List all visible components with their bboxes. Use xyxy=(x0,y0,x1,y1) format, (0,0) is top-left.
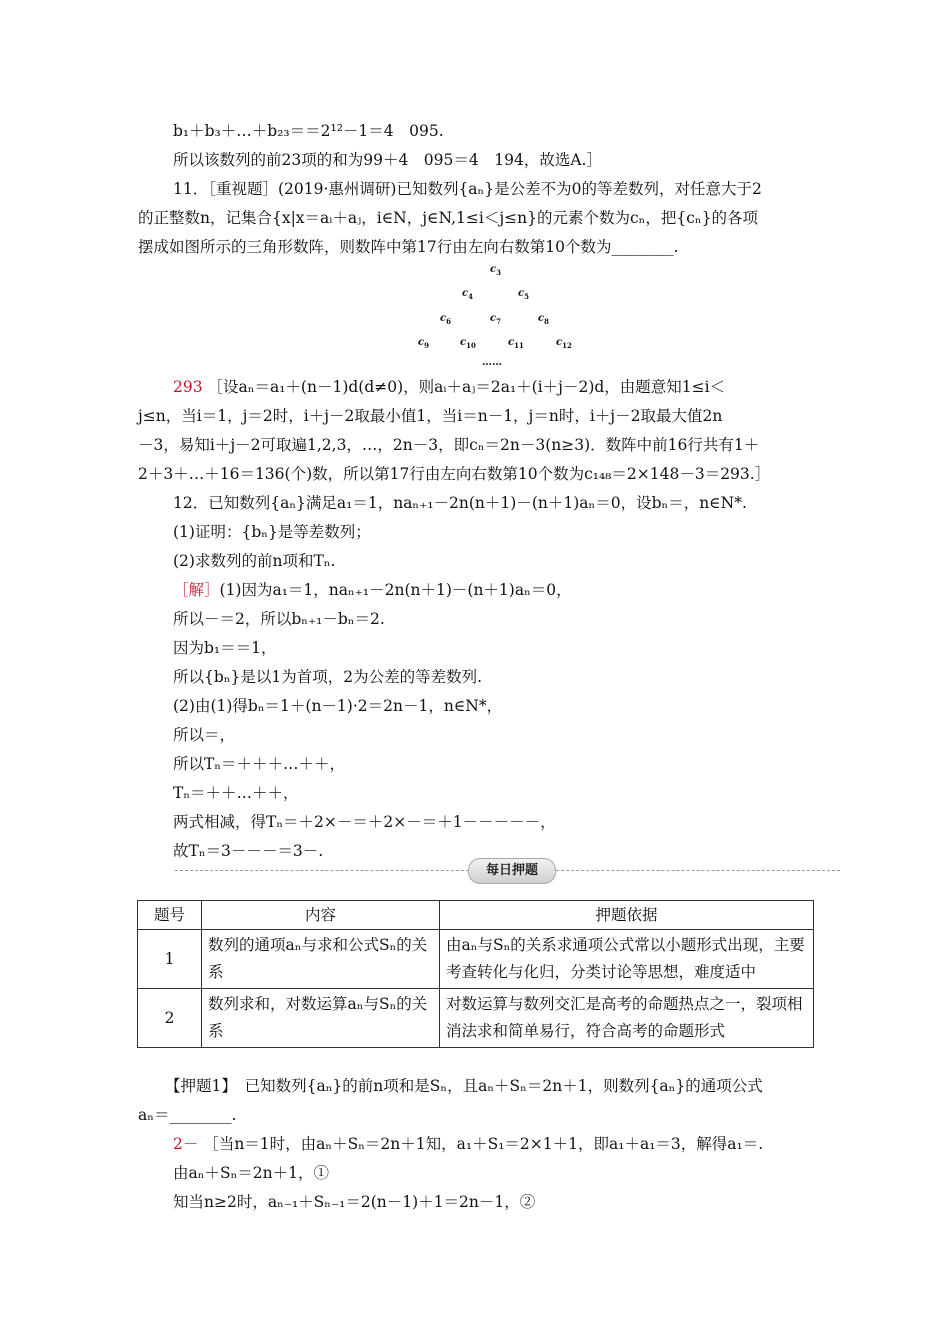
header-num: 题号 xyxy=(138,901,202,930)
solution-line xyxy=(173,580,572,600)
answer-11-line: j≤n，当i＝1，j＝2时，i＋j－2取最小值1，当i＝n－1，j＝n时，i＋j－2取最大值2n xyxy=(138,407,723,425)
solution-line: 故Tₙ＝3－－－＝3－. xyxy=(173,842,324,860)
answer-11-line xyxy=(173,377,725,397)
section-badge: 每日押题 xyxy=(468,858,556,884)
table-header-row xyxy=(138,901,814,930)
prediction-answer-line xyxy=(173,1134,763,1154)
text-line: 所以该数列的前23项的和为99＋4 095＝4 194，故选A.］ xyxy=(173,151,602,169)
solution-line: 所以Tₙ＝＋＋＋…＋＋， xyxy=(173,755,346,773)
solution-line: 所以＝， xyxy=(173,726,236,744)
prediction-table xyxy=(137,900,814,1048)
answer-11-line: 2＋3＋…＋16＝136(个)数，所以第17行由左向右数第10个数为c₁₄₈＝2×148－3＝293.］ xyxy=(138,465,771,483)
question-11-line: 摆成如图所示的三角形数阵，则数阵中第17行由左向右数第10个数为________. xyxy=(138,238,679,256)
answer-value: 293 xyxy=(173,378,203,396)
prediction-question-line: 【押题1】 已知数列{aₙ}的前n项和是Sₙ，且aₙ＋Sₙ＝2n＋1，则数列{aₙ}的通项公式 xyxy=(165,1077,763,1095)
row-basis: 由aₙ与Sₙ的关系求通项公式常以小题形式出现，主要考查转化与化归，分类讨论等思想，难度适中 xyxy=(440,930,814,989)
question-12-line: 12．已知数列{aₙ}满足a₁＝1，naₙ₊₁－2n(n＋1)－(n＋1)aₙ＝0，设bₙ＝，n∈N*. xyxy=(173,494,747,512)
row-content: 数列求和，对数运算aₙ与Sₙ的关系 xyxy=(202,989,440,1048)
solution-line: 所以{bₙ}是以1为首项，2为公差的等差数列. xyxy=(173,668,483,686)
triangle-cell: $c_6$ xyxy=(440,313,451,326)
question-12-line: (1)证明：{bₙ}是等差数列； xyxy=(173,523,371,541)
table-row xyxy=(138,989,814,1048)
triangle-cell: $c_4$ xyxy=(462,288,473,301)
triangle-cell: $c_7$ xyxy=(490,313,501,326)
triangle-cell: $c_3$ xyxy=(490,264,501,277)
header-basis: 押题依据 xyxy=(440,901,814,930)
solution-line: 两式相减，得Tₙ＝＋2×－＝＋2×－＝＋1－－－－－， xyxy=(173,813,556,831)
prediction-answer-value: 2－ xyxy=(173,1135,199,1153)
prediction-answer-line: 知当n≥2时，aₙ₋₁＋Sₙ₋₁＝2(n－1)＋1＝2n－1，② xyxy=(173,1193,536,1211)
question-11-line: 11．［重视题］(2019·惠州调研)已知数列{aₙ}是公差不为0的等差数列，对任意大于2 xyxy=(173,180,762,198)
solution-text: (1)因为a₁＝1，naₙ₊₁－2n(n＋1)－(n＋1)aₙ＝0， xyxy=(219,581,572,599)
row-basis: 对数运算与数列交汇是高考的命题热点之一，裂项相消法求和简单易行，符合高考的命题形式 xyxy=(440,989,814,1048)
answer-11-line: －3，易知i＋j－2可取遍1,2,3，…，2n－3，即cₙ＝2n－3(n≥3)．数阵中前16行共有1＋ xyxy=(138,436,760,454)
text-line: b₁＋b₃＋…＋b₂₃＝＝2¹²－1＝4 095. xyxy=(173,122,444,140)
header-content: 内容 xyxy=(202,901,440,930)
question-12-line: (2)求数列的前n项和Tₙ. xyxy=(173,552,336,570)
triangle-cell: $c_5$ xyxy=(518,288,529,301)
row-num: 2 xyxy=(138,989,202,1048)
solution-line: Tₙ＝＋＋…＋＋， xyxy=(173,784,299,802)
triangle-cell: $c_8$ xyxy=(538,313,549,326)
triangle-cell: $c_{11}$ xyxy=(508,337,524,350)
prediction-answer-line: 由aₙ＋Sₙ＝2n＋1，① xyxy=(173,1164,329,1182)
table-row xyxy=(138,930,814,989)
answer-text: ［设aₙ＝a₁＋(n－1)d(d≠0)，则aᵢ＋aⱼ＝2a₁＋(i＋j－2)d，由题意知1≤i＜ xyxy=(207,378,726,396)
solution-line: 所以－＝2，所以bₙ₊₁－bₙ＝2. xyxy=(173,610,385,628)
question-11-line: 的正整数n，记集合{x|x＝aᵢ＋aⱼ，i∈N，j∈N,1≤i＜j≤n}的元素个数为cₙ，把{cₙ}的各项 xyxy=(138,209,758,227)
prediction-answer-text: ［当n＝1时，由aₙ＋Sₙ＝2n＋1知，a₁＋S₁＝2×1＋1，即a₁＋a₁＝3，解得a₁＝. xyxy=(203,1135,764,1153)
row-content: 数列的通项aₙ与求和公式Sₙ的关系 xyxy=(202,930,440,989)
prediction-question-line: aₙ＝________. xyxy=(138,1106,237,1124)
triangle-cell: $c_{10}$ xyxy=(460,337,476,350)
triangle-cell: $c_9$ xyxy=(418,337,429,350)
solution-line: 因为b₁＝＝1， xyxy=(173,639,277,657)
solution-tag: ［解］ xyxy=(173,581,220,599)
triangle-cell: $c_{12}$ xyxy=(556,337,572,350)
row-num: 1 xyxy=(138,930,202,989)
solution-line: (2)由(1)得bₙ＝1＋(n－1)·2＝2n－1，n∈N*， xyxy=(173,697,503,715)
triangle-ellipsis: …… xyxy=(482,357,502,368)
